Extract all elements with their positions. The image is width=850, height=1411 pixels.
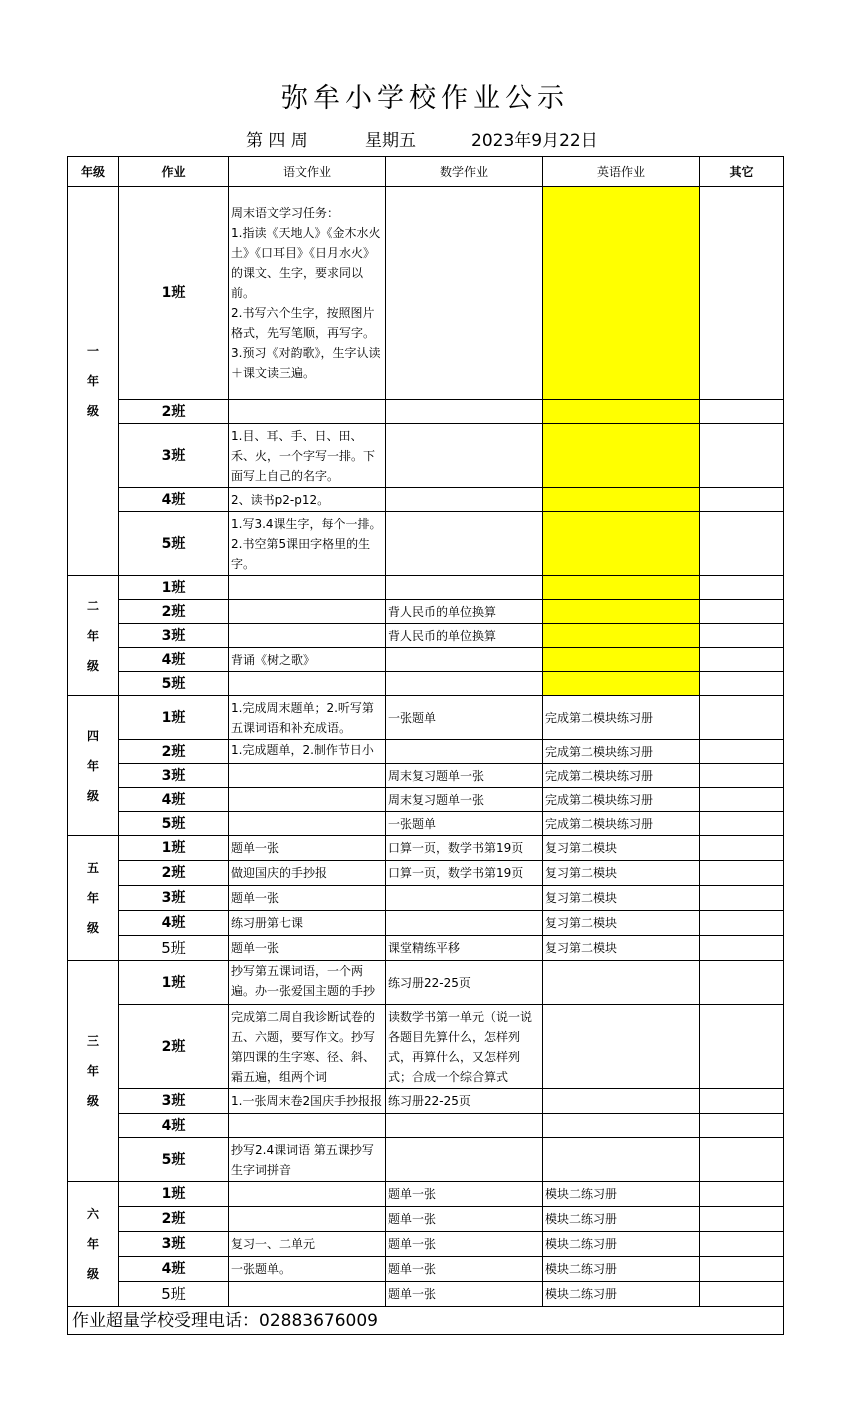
table-row	[68, 836, 784, 861]
chinese-cell	[229, 740, 386, 764]
table-row	[68, 400, 784, 424]
class-label: 2班	[119, 861, 229, 886]
chinese-text: 一张题单。	[231, 1262, 292, 1276]
class-label: 1班	[119, 1182, 229, 1207]
math-text: 口算一页，数学书第19页	[388, 866, 524, 880]
chinese-text: 1.一张周末卷2国庆手抄报报	[231, 1094, 383, 1108]
table-row	[68, 576, 784, 600]
chinese-cell	[229, 788, 386, 812]
english-text: 复习第二模块	[545, 941, 618, 955]
table-row	[68, 1257, 784, 1282]
english-cell	[543, 740, 700, 764]
math-cell	[386, 961, 543, 1005]
table-row	[68, 764, 784, 788]
chinese-cell	[229, 936, 386, 961]
table-row	[68, 1114, 784, 1138]
chinese-cell	[229, 1207, 386, 1232]
chinese-cell	[229, 1005, 386, 1089]
class-label: 4班	[119, 648, 229, 672]
chinese-cell	[229, 624, 386, 648]
math-cell	[386, 1232, 543, 1257]
math-text: 练习册22-25页	[388, 975, 471, 990]
english-text: 完成第二模块练习册	[545, 816, 654, 831]
table-row	[68, 600, 784, 624]
class-label: 5班	[119, 936, 229, 961]
grade-name: 六年级	[86, 1207, 99, 1281]
english-text: 完成第二模块练习册	[545, 768, 654, 783]
class-label: 1班	[119, 576, 229, 600]
chinese-text: 复习一、二单元	[231, 1237, 316, 1251]
class-label: 4班	[119, 488, 229, 512]
other-cell	[700, 696, 784, 740]
math-cell	[386, 836, 543, 861]
english-cell	[543, 424, 700, 488]
header-other: 其它	[700, 157, 784, 187]
table-row	[68, 788, 784, 812]
english-cell	[543, 1207, 700, 1232]
class-label: 3班	[119, 886, 229, 911]
math-cell	[386, 696, 543, 740]
english-cell	[543, 600, 700, 624]
english-cell	[543, 1232, 700, 1257]
class-label: 2班	[119, 740, 229, 764]
english-cell	[543, 1182, 700, 1207]
homework-table	[67, 156, 784, 1335]
chinese-text: 题单一张	[231, 841, 280, 855]
grade-label	[68, 576, 119, 696]
other-cell	[700, 764, 784, 788]
other-cell	[700, 911, 784, 936]
other-cell	[700, 1089, 784, 1114]
english-cell	[543, 836, 700, 861]
subtitle	[0, 126, 850, 150]
other-cell	[700, 1114, 784, 1138]
class-label: 1班	[119, 961, 229, 1005]
table-row	[68, 886, 784, 911]
math-cell	[386, 740, 543, 764]
other-cell	[700, 400, 784, 424]
other-cell	[700, 1257, 784, 1282]
class-label: 2班	[119, 400, 229, 424]
class-label: 3班	[119, 424, 229, 488]
table-row	[68, 936, 784, 961]
english-cell	[543, 400, 700, 424]
other-cell	[700, 187, 784, 400]
english-cell	[543, 624, 700, 648]
other-cell	[700, 512, 784, 576]
other-cell	[700, 1138, 784, 1182]
math-text: 周末复习题单一张	[388, 768, 485, 783]
table-row	[68, 740, 784, 764]
chinese-cell	[229, 488, 386, 512]
header-math: 数学作业	[386, 157, 543, 187]
english-cell	[543, 861, 700, 886]
class-label: 5班	[119, 1138, 229, 1182]
math-text: 题单一张	[388, 1262, 437, 1276]
grade-label	[68, 961, 119, 1182]
other-cell	[700, 1182, 784, 1207]
header-row	[68, 157, 784, 187]
table-row	[68, 1138, 784, 1182]
chinese-text: 2、读书p2-p12。	[231, 492, 330, 507]
chinese-text: 1.完成题单，2.制作节日小	[231, 743, 374, 757]
table-row	[68, 1089, 784, 1114]
chinese-cell	[229, 187, 386, 400]
math-text: 题单一张	[388, 1187, 437, 1201]
table-row	[68, 1182, 784, 1207]
math-cell	[386, 1114, 543, 1138]
table-row	[68, 488, 784, 512]
english-cell	[543, 1138, 700, 1182]
table-row	[68, 672, 784, 696]
english-cell	[543, 648, 700, 672]
class-label: 3班	[119, 764, 229, 788]
math-cell	[386, 648, 543, 672]
grade-name: 三年级	[86, 1034, 99, 1108]
table-row	[68, 961, 784, 1005]
grade-name: 一年级	[86, 344, 99, 418]
math-cell	[386, 812, 543, 836]
english-text: 模块二练习册	[545, 1287, 618, 1301]
class-label: 5班	[119, 672, 229, 696]
math-cell	[386, 512, 543, 576]
math-cell	[386, 187, 543, 400]
other-cell	[700, 936, 784, 961]
english-text: 复习第二模块	[545, 866, 618, 880]
other-cell	[700, 600, 784, 624]
chinese-text: 抄写第五课词语，一个两遍。办一张爱国主题的手抄	[231, 964, 376, 998]
chinese-text: 题单一张	[231, 941, 280, 955]
chinese-text: 1.写3.4课生字，每个一排。2.书空第5课田字格里的生字。	[231, 516, 382, 571]
math-text: 课堂精练平移	[388, 941, 461, 955]
table-row	[68, 648, 784, 672]
weekday-label: 星期五	[365, 131, 416, 151]
math-text: 背人民币的单位换算	[388, 604, 497, 619]
chinese-text: 抄写2.4课词语 第五课抄写生字词拼音	[231, 1142, 374, 1177]
chinese-cell	[229, 600, 386, 624]
grade-label	[68, 836, 119, 961]
header-english: 英语作业	[543, 157, 700, 187]
english-cell	[543, 488, 700, 512]
math-cell	[386, 488, 543, 512]
other-cell	[700, 886, 784, 911]
english-text: 模块二练习册	[545, 1262, 618, 1276]
math-text: 读数学书第一单元（说一说各题目先算什么，怎样列式，再算什么，又怎样列式；合成一个综合算式	[388, 1009, 533, 1084]
other-cell	[700, 861, 784, 886]
english-cell	[543, 1282, 700, 1307]
chinese-cell	[229, 911, 386, 936]
english-cell	[543, 764, 700, 788]
class-label: 5班	[119, 1282, 229, 1307]
english-cell	[543, 1114, 700, 1138]
date-label: 2023年9月22日	[471, 131, 598, 151]
chinese-cell	[229, 1182, 386, 1207]
math-cell	[386, 600, 543, 624]
other-cell	[700, 1005, 784, 1089]
chinese-cell	[229, 886, 386, 911]
other-cell	[700, 740, 784, 764]
grade-label	[68, 187, 119, 576]
english-text: 完成第二模块练习册	[545, 710, 654, 725]
chinese-cell	[229, 1089, 386, 1114]
english-text: 复习第二模块	[545, 916, 618, 930]
chinese-cell	[229, 696, 386, 740]
english-cell	[543, 1089, 700, 1114]
complaint-hotline: 作业超量学校受理电话：02883676009	[68, 1307, 784, 1335]
grade-name: 二年级	[86, 598, 99, 673]
table-row	[68, 512, 784, 576]
other-cell	[700, 488, 784, 512]
math-text: 口算一页，数学书第19页	[388, 841, 524, 855]
chinese-cell	[229, 1232, 386, 1257]
grade-name: 四年级	[86, 728, 99, 803]
english-cell	[543, 936, 700, 961]
math-cell	[386, 1182, 543, 1207]
chinese-text: 1.目、耳、手、日、田、禾、火，一个字写一排。下面写上自己的名字。	[231, 428, 376, 483]
english-cell	[543, 911, 700, 936]
chinese-cell	[229, 1282, 386, 1307]
math-text: 练习册22-25页	[388, 1094, 471, 1108]
class-label: 4班	[119, 1114, 229, 1138]
class-label: 4班	[119, 788, 229, 812]
chinese-cell	[229, 576, 386, 600]
chinese-text: 背诵《树之歌》	[231, 652, 316, 667]
other-cell	[700, 1282, 784, 1307]
math-cell	[386, 886, 543, 911]
chinese-text: 题单一张	[231, 891, 280, 905]
chinese-text: 完成第二周自我诊断试卷的五、六题，要写作文。抄写第四课的生字寒、径、斜、霜五遍，组两个词	[231, 1009, 376, 1084]
english-text: 完成第二模块练习册	[545, 744, 654, 759]
grade-label	[68, 1182, 119, 1307]
other-cell	[700, 961, 784, 1005]
table-row	[68, 1005, 784, 1089]
grade-label	[68, 696, 119, 836]
math-text: 题单一张	[388, 1237, 437, 1251]
header-grade: 年级	[68, 157, 119, 187]
chinese-text: 周末语文学习任务： 1.指读《天地人》《金木水火土》《口耳目》《日月水火》的课文、生字，要求同以前。 2.书写六个生字，按照图片格式，先写笔顺，再写字。 3.预习《对韵歌》，生字认读＋课文读三遍。	[231, 206, 381, 380]
math-cell	[386, 764, 543, 788]
math-text: 题单一张	[388, 1212, 437, 1226]
other-cell	[700, 624, 784, 648]
chinese-cell	[229, 1138, 386, 1182]
math-cell	[386, 1138, 543, 1182]
chinese-cell	[229, 812, 386, 836]
other-cell	[700, 1207, 784, 1232]
math-text: 周末复习题单一张	[388, 792, 485, 807]
class-label: 1班	[119, 836, 229, 861]
class-label: 4班	[119, 911, 229, 936]
math-cell	[386, 624, 543, 648]
english-text: 完成第二模块练习册	[545, 792, 654, 807]
math-cell	[386, 672, 543, 696]
class-label: 3班	[119, 1232, 229, 1257]
english-cell	[543, 886, 700, 911]
english-text: 复习第二模块	[545, 841, 618, 855]
english-text: 模块二练习册	[545, 1237, 618, 1251]
math-cell	[386, 911, 543, 936]
table-row	[68, 1232, 784, 1257]
chinese-cell	[229, 400, 386, 424]
table-row	[68, 187, 784, 400]
math-cell	[386, 861, 543, 886]
english-cell	[543, 672, 700, 696]
chinese-cell	[229, 836, 386, 861]
other-cell	[700, 648, 784, 672]
header-chinese: 语文作业	[229, 157, 386, 187]
page-title: 弥牟小学校作业公示	[281, 83, 569, 114]
chinese-text: 1.完成周末题单；2.听写第五课词语和补充成语。	[231, 700, 374, 735]
footer-row	[68, 1307, 784, 1335]
math-text: 一张题单	[388, 816, 437, 831]
chinese-cell	[229, 1257, 386, 1282]
english-cell	[543, 576, 700, 600]
english-cell	[543, 1005, 700, 1089]
table-row	[68, 696, 784, 740]
english-text: 模块二练习册	[545, 1187, 618, 1201]
chinese-text: 做迎国庆的手抄报	[231, 866, 328, 880]
math-text: 题单一张	[388, 1287, 437, 1301]
math-cell	[386, 424, 543, 488]
other-cell	[700, 836, 784, 861]
table-row	[68, 1207, 784, 1232]
chinese-cell	[229, 424, 386, 488]
chinese-cell	[229, 512, 386, 576]
table-row	[68, 624, 784, 648]
week-label: 第 四 周	[246, 131, 308, 151]
math-cell	[386, 936, 543, 961]
math-text: 一张题单	[388, 710, 437, 725]
other-cell	[700, 1232, 784, 1257]
english-cell	[543, 812, 700, 836]
english-cell	[543, 187, 700, 400]
class-label: 4班	[119, 1257, 229, 1282]
table-row	[68, 424, 784, 488]
math-cell	[386, 788, 543, 812]
english-cell	[543, 1257, 700, 1282]
class-label: 2班	[119, 1005, 229, 1089]
chinese-cell	[229, 961, 386, 1005]
header-homework: 作业	[119, 157, 229, 187]
english-cell	[543, 788, 700, 812]
other-cell	[700, 672, 784, 696]
class-label: 3班	[119, 1089, 229, 1114]
math-cell	[386, 400, 543, 424]
chinese-cell	[229, 764, 386, 788]
chinese-cell	[229, 1114, 386, 1138]
english-text: 复习第二模块	[545, 891, 618, 905]
english-cell	[543, 512, 700, 576]
table-row	[68, 812, 784, 836]
math-cell	[386, 1089, 543, 1114]
chinese-text: 练习册第七课	[231, 916, 304, 930]
class-label: 1班	[119, 187, 229, 400]
math-text: 背人民币的单位换算	[388, 628, 497, 643]
chinese-cell	[229, 672, 386, 696]
grade-name: 五年级	[86, 861, 99, 935]
other-cell	[700, 812, 784, 836]
table-row	[68, 911, 784, 936]
math-cell	[386, 576, 543, 600]
table-row	[68, 861, 784, 886]
math-cell	[386, 1207, 543, 1232]
english-cell	[543, 696, 700, 740]
math-cell	[386, 1282, 543, 1307]
other-cell	[700, 576, 784, 600]
chinese-cell	[229, 648, 386, 672]
class-label: 5班	[119, 512, 229, 576]
table-row	[68, 1282, 784, 1307]
english-cell	[543, 961, 700, 1005]
class-label: 2班	[119, 600, 229, 624]
class-label: 2班	[119, 1207, 229, 1232]
other-cell	[700, 788, 784, 812]
class-label: 1班	[119, 696, 229, 740]
english-text: 模块二练习册	[545, 1212, 618, 1226]
other-cell	[700, 424, 784, 488]
class-label: 3班	[119, 624, 229, 648]
math-cell	[386, 1005, 543, 1089]
chinese-cell	[229, 861, 386, 886]
math-cell	[386, 1257, 543, 1282]
class-label: 5班	[119, 812, 229, 836]
